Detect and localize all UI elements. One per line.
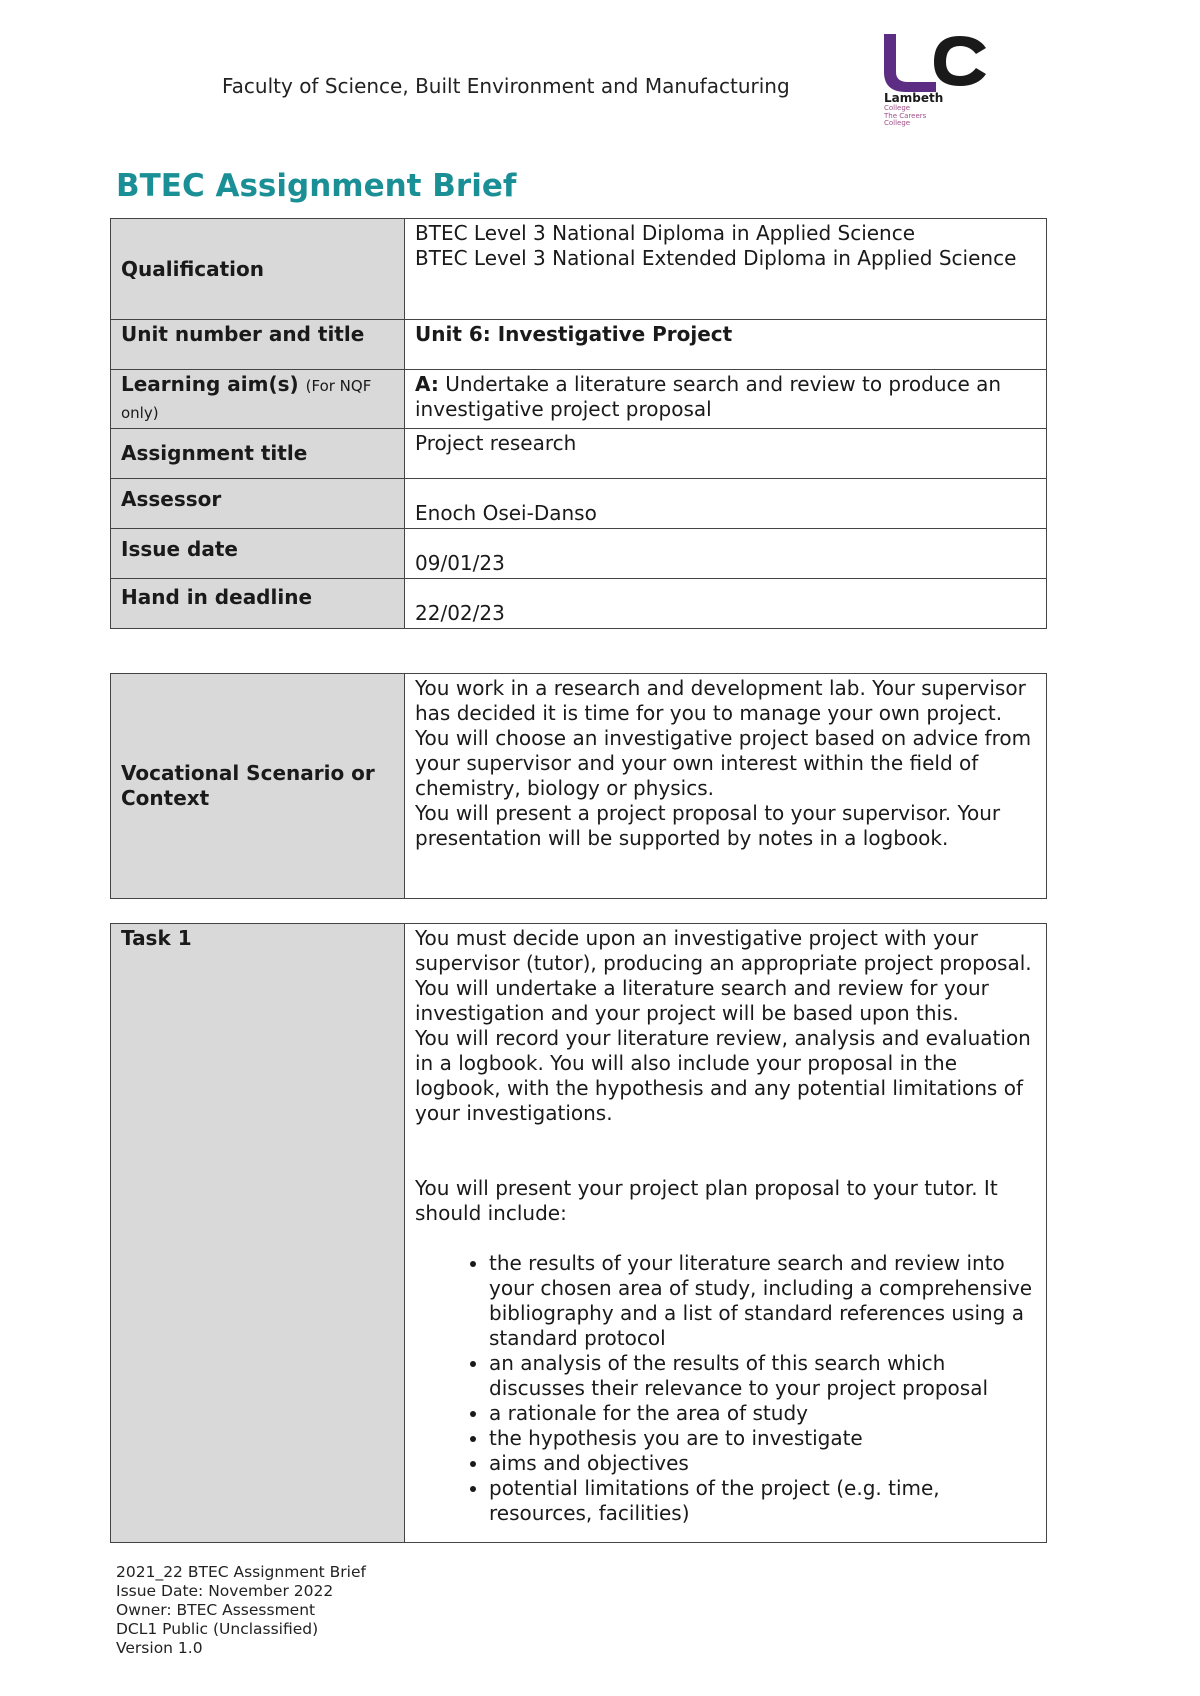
task1-bullet-1: • the results of your literature search and review into your chosen area of study, including a comprehensive bibliography and a list of standard references using a standard protocol: [489, 1251, 1036, 1351]
page-title: BTEC Assignment Brief: [116, 168, 517, 204]
footer-line-1: 2021_22 BTEC Assignment Brief: [116, 1563, 366, 1581]
qualification-value: [405, 219, 1047, 320]
issue-date-value: 09/01/23: [405, 529, 1047, 579]
details-table: [110, 218, 1047, 629]
logo-letter-l: [884, 34, 936, 92]
learning-aim-prefix: A:: [415, 372, 439, 396]
task1-paragraph-1: You must decide upon an investigative project with your supervisor (tutor), producing an appropriate project proposal.: [415, 926, 1032, 975]
row-task1: [111, 924, 1047, 1543]
task1-bullet-5: • aims and objectives: [489, 1451, 1036, 1476]
task1-label: Task 1: [111, 924, 405, 1543]
scenario-value: [405, 674, 1047, 899]
scenario-paragraph-1: You work in a research and development lab. Your supervisor has decided it is time for you to manage your own project.: [415, 676, 1026, 725]
learning-aim-text: Undertake a literature search and review to produce an investigative project proposal: [415, 372, 1002, 421]
row-assessor: [111, 479, 1047, 529]
scenario-paragraph-2: You will choose an investigative project based on advice from your supervisor and your own interest within the field of chemistry, biology or physics.: [415, 726, 1032, 800]
scenario-label: Vocational Scenario or Context: [111, 674, 405, 899]
assessor-value: Enoch Osei-Danso: [405, 479, 1047, 529]
learning-aim-label: [111, 370, 405, 429]
task1-bullet-list: [415, 1251, 1036, 1526]
row-qualification: [111, 219, 1047, 320]
footer-line-3: Owner: BTEC Assessment: [116, 1601, 316, 1619]
scenario-table: [110, 673, 1047, 899]
qualification-label: Qualification: [111, 219, 405, 320]
row-deadline: [111, 579, 1047, 629]
learning-aim-label-note: (For NQF only): [121, 377, 372, 422]
qualification-line-2: BTEC Level 3 National Extended Diploma in Applied Science: [415, 246, 1017, 270]
task1-paragraph-3: You will record your literature review, analysis and evaluation in a logbook. You will also include your proposal in the logbook, with the hypothesis and any potential limitations of your investigations.: [415, 1026, 1031, 1125]
row-learning-aim: [111, 370, 1047, 429]
page-footer: [116, 1563, 366, 1658]
logo-name: Lambeth: [884, 91, 944, 105]
task1-bullet-2: • an analysis of the results of this search which discusses their relevance to your project proposal: [489, 1351, 1036, 1401]
task1-table: [110, 923, 1047, 1543]
logo-subtitle-1: College: [884, 104, 911, 112]
footer-line-2: Issue Date: November 2022: [116, 1582, 334, 1600]
lambeth-college-logo: [880, 30, 990, 130]
unit-label: Unit number and title: [111, 320, 405, 370]
logo-subtitle-2: The Careers: [884, 112, 927, 120]
task1-bullet-6: • potential limitations of the project (e.g. time, resources, facilities): [489, 1476, 1036, 1526]
assignment-title-label: Assignment title: [111, 429, 405, 479]
row-issue-date: [111, 529, 1047, 579]
issue-date-label: Issue date: [111, 529, 405, 579]
learning-aim-value: [405, 370, 1047, 429]
footer-line-4: DCL1 Public (Unclassified): [116, 1620, 319, 1638]
logo-subtitle-3: College: [884, 119, 911, 127]
deadline-label: Hand in deadline: [111, 579, 405, 629]
assessor-label: Assessor: [111, 479, 405, 529]
unit-value: Unit 6: Investigative Project: [405, 320, 1047, 370]
task1-intro: You will present your project plan proposal to your tutor. It should include:: [415, 1176, 998, 1225]
row-assignment-title: [111, 429, 1047, 479]
scenario-paragraph-3: You will present a project proposal to your supervisor. Your presentation will be supported by notes in a logbook.: [415, 801, 1001, 850]
assignment-title-value: Project research: [405, 429, 1047, 479]
logo-letter-c: [934, 36, 986, 86]
learning-aim-label-text: Learning aim(s): [121, 372, 299, 396]
faculty-name: Faculty of Science, Built Environment and Manufacturing: [222, 74, 790, 98]
footer-line-5: Version 1.0: [116, 1639, 203, 1657]
row-unit: [111, 320, 1047, 370]
row-scenario: [111, 674, 1047, 899]
task1-bullet-3: • a rationale for the area of study: [489, 1401, 1036, 1426]
qualification-line-1: BTEC Level 3 National Diploma in Applied Science: [415, 221, 916, 245]
task1-paragraph-2: You will undertake a literature search and review for your investigation and your project will be based upon this.: [415, 976, 989, 1025]
task1-bullet-4: • the hypothesis you are to investigate: [489, 1426, 1036, 1451]
task1-value: [405, 924, 1047, 1543]
deadline-value: 22/02/23: [405, 579, 1047, 629]
